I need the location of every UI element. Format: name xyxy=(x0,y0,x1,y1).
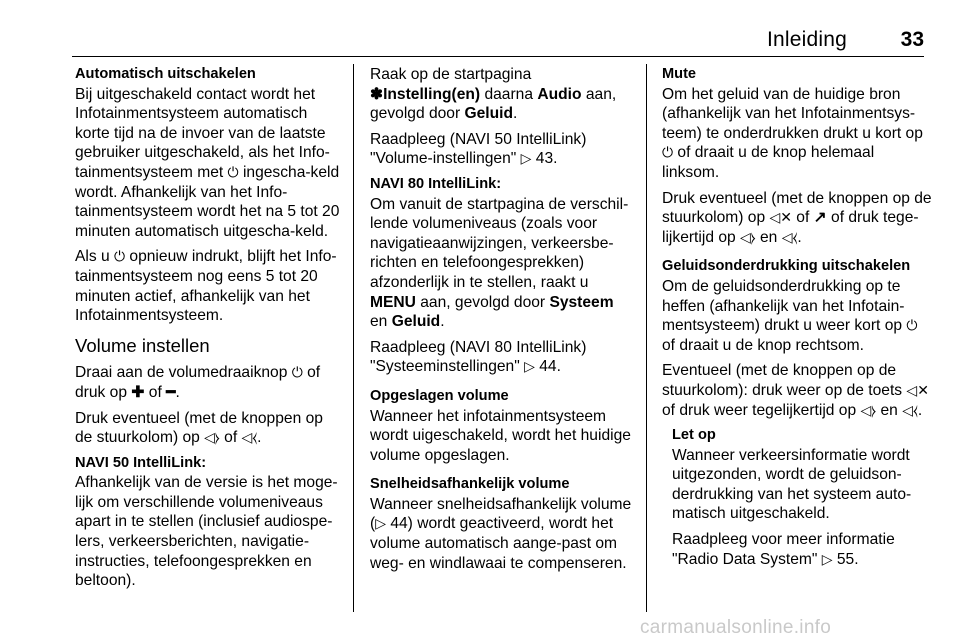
auto-off-paragraph-2: Als u ⏻ opnieuw indrukt, blijft het Info-tainmentsysteem nog eens 5 tot 20 minuten actief, afhankelijk van het Infotainmentsysteem. xyxy=(75,248,337,325)
speed-volume-heading: Snelheidsafhankelijk volume xyxy=(370,476,570,493)
volume-heading: Volume instellen xyxy=(75,334,210,356)
phone-mute-icon: ↗ xyxy=(813,209,827,227)
note-title: Let op xyxy=(672,427,716,444)
unmute-heading: Geluidsonderdrukking uitschakelen xyxy=(662,258,911,275)
volume-up-icon: ◁⧽ xyxy=(740,228,756,245)
navi80-paragraph: Om vanuit de startpagina de verschil-lende volumeniveaus (zoals voor navigatieaanwijzingen, verkeersbe-richten en telefoongesprekken) afzonderlijk in te stellen, raakt u MENU aan, gevolgd door Systeem en Geluid. xyxy=(370,195,629,331)
power-icon: ⏻ xyxy=(662,144,674,161)
unmute-paragraph: Om de geluidsonderdrukking op te heffen (afhankelijk van het Infotain-mentsysteem) drukt u weer kort op ⏻ of draait u de knop rechtsom. xyxy=(662,277,918,354)
column-divider xyxy=(646,64,647,612)
saved-volume-heading: Opgeslagen volume xyxy=(370,387,509,404)
column-3 xyxy=(662,65,932,575)
unmute-paragraph-2: Eventueel (met de knoppen op de stuurkolom): druk weer op de toets ◁✕ of druk weer tegelijkertijd op ◁⧽ en ◁⧼. xyxy=(662,362,929,419)
power-icon: ⏻ xyxy=(291,364,303,381)
volume-up-icon: ◁⧽ xyxy=(860,401,877,418)
mute-icon: ◁✕ xyxy=(769,209,792,226)
page-title: Inleiding xyxy=(766,28,847,51)
watermark: carmanualsonline.info xyxy=(640,617,832,638)
mute-icon: ◁✕ xyxy=(906,381,929,398)
note-reference: Raadpleeg voor meer informatie "Radio Data System" ▷ 55. xyxy=(672,531,895,568)
page-ref-arrow-icon: ▷ xyxy=(524,358,535,375)
column-2 xyxy=(370,65,634,579)
page-ref-arrow-icon: ▷ xyxy=(520,150,532,167)
column-divider xyxy=(353,64,354,612)
navi50-heading: NAVI 50 IntelliLink: xyxy=(75,454,207,471)
mute-paragraph-2: Druk eventueel (met de knoppen op de stuurkolom) op ◁✕ of ↗ of druk tege-lijkertijd op ◁⧽ en ◁⧼. xyxy=(662,189,932,246)
reference-paragraph: Raadpleeg (NAVI 50 IntelliLink) "Volume-instellingen" ▷ 43. xyxy=(370,130,587,168)
navi80-heading: NAVI 80 IntelliLink: xyxy=(370,175,502,192)
power-icon: ⏻ xyxy=(906,317,918,334)
column-1 xyxy=(75,65,343,597)
volume-up-icon: ◁⧽ xyxy=(204,429,220,446)
auto-off-heading: Automatisch uitschakelen xyxy=(75,66,256,82)
mute-paragraph: Om het geluid van de huidige bron (afhankelijk van het Infotainmentsys-teem) te onderdrukken drukt u kort op ⏻ of draait u de knop helemaal linksom. xyxy=(662,85,923,181)
note-box xyxy=(662,426,932,569)
speed-volume-paragraph: Wanneer snelheidsafhankelijk volume (▷ 44) wordt geactiveerd, wordt het volume automatisch aange-past om weg- en windlawaai te compenseren. xyxy=(370,495,632,572)
page-header xyxy=(0,0,960,58)
page-ref-arrow-icon: ▷ xyxy=(375,515,386,532)
settings-paragraph: Raak op de startpagina ✽Instelling(en) daarna Audio aan, gevolgd door Geluid. xyxy=(370,66,617,123)
reference-paragraph-2: Raadpleeg (NAVI 80 IntelliLink) "Systeeminstellingen" ▷ 44. xyxy=(370,338,587,376)
volume-down-icon: ◁⧼ xyxy=(241,429,258,446)
volume-down-icon: ◁⧼ xyxy=(902,401,918,418)
minus-icon: ━ xyxy=(166,383,176,401)
saved-volume-paragraph: Wanneer het infotainmentsysteem wordt uigeschakeld, wordt het huidige volume opgeslagen. xyxy=(370,407,631,464)
plus-icon: ✚ xyxy=(131,383,145,401)
header-rule xyxy=(72,56,924,57)
mute-heading: Mute xyxy=(662,66,697,82)
power-icon: ⏻ xyxy=(227,163,239,180)
power-icon: ⏻ xyxy=(114,248,126,265)
settings-icon: ✽ xyxy=(370,85,384,103)
note-paragraph: Wanneer verkeersinformatie wordt uitgezonden, wordt de geluidson-derdrukking van het systeem auto-matisch uitgeschakeld. xyxy=(672,446,912,523)
auto-off-paragraph: Bij uitgeschakeld contact wordt het Infotainmentsysteem automatisch korte tijd na de invoer van de laatste gebruiker uitgeschakeld, als het Info-tainmentsysteem met ⏻ ingescha-keld wordt. Afhankelijk van het Info-tainmentsysteem wordt het na 5 tot 20 minuten automatisch uitgescha-keld. xyxy=(75,85,340,240)
navi50-paragraph: Afhankelijk van de versie is het moge-lijk om verschillende volumeniveaus apart in te stellen (inclusief audiospe-lers, verkeersberichten, navigatie-instructies, telefoongesprekken en beltoon). xyxy=(75,474,338,590)
volume-paragraph: Draai aan de volumedraaiknop ⏻ of druk op ✚ of ━. xyxy=(75,364,321,401)
page-number: 33 xyxy=(900,28,924,51)
volume-paragraph-2: Druk eventueel (met de knoppen op de stuurkolom) op ◁⧽ of ◁⧼. xyxy=(75,409,323,447)
page-ref-arrow-icon: ▷ xyxy=(821,550,833,567)
volume-down-icon: ◁⧼ xyxy=(781,228,798,245)
